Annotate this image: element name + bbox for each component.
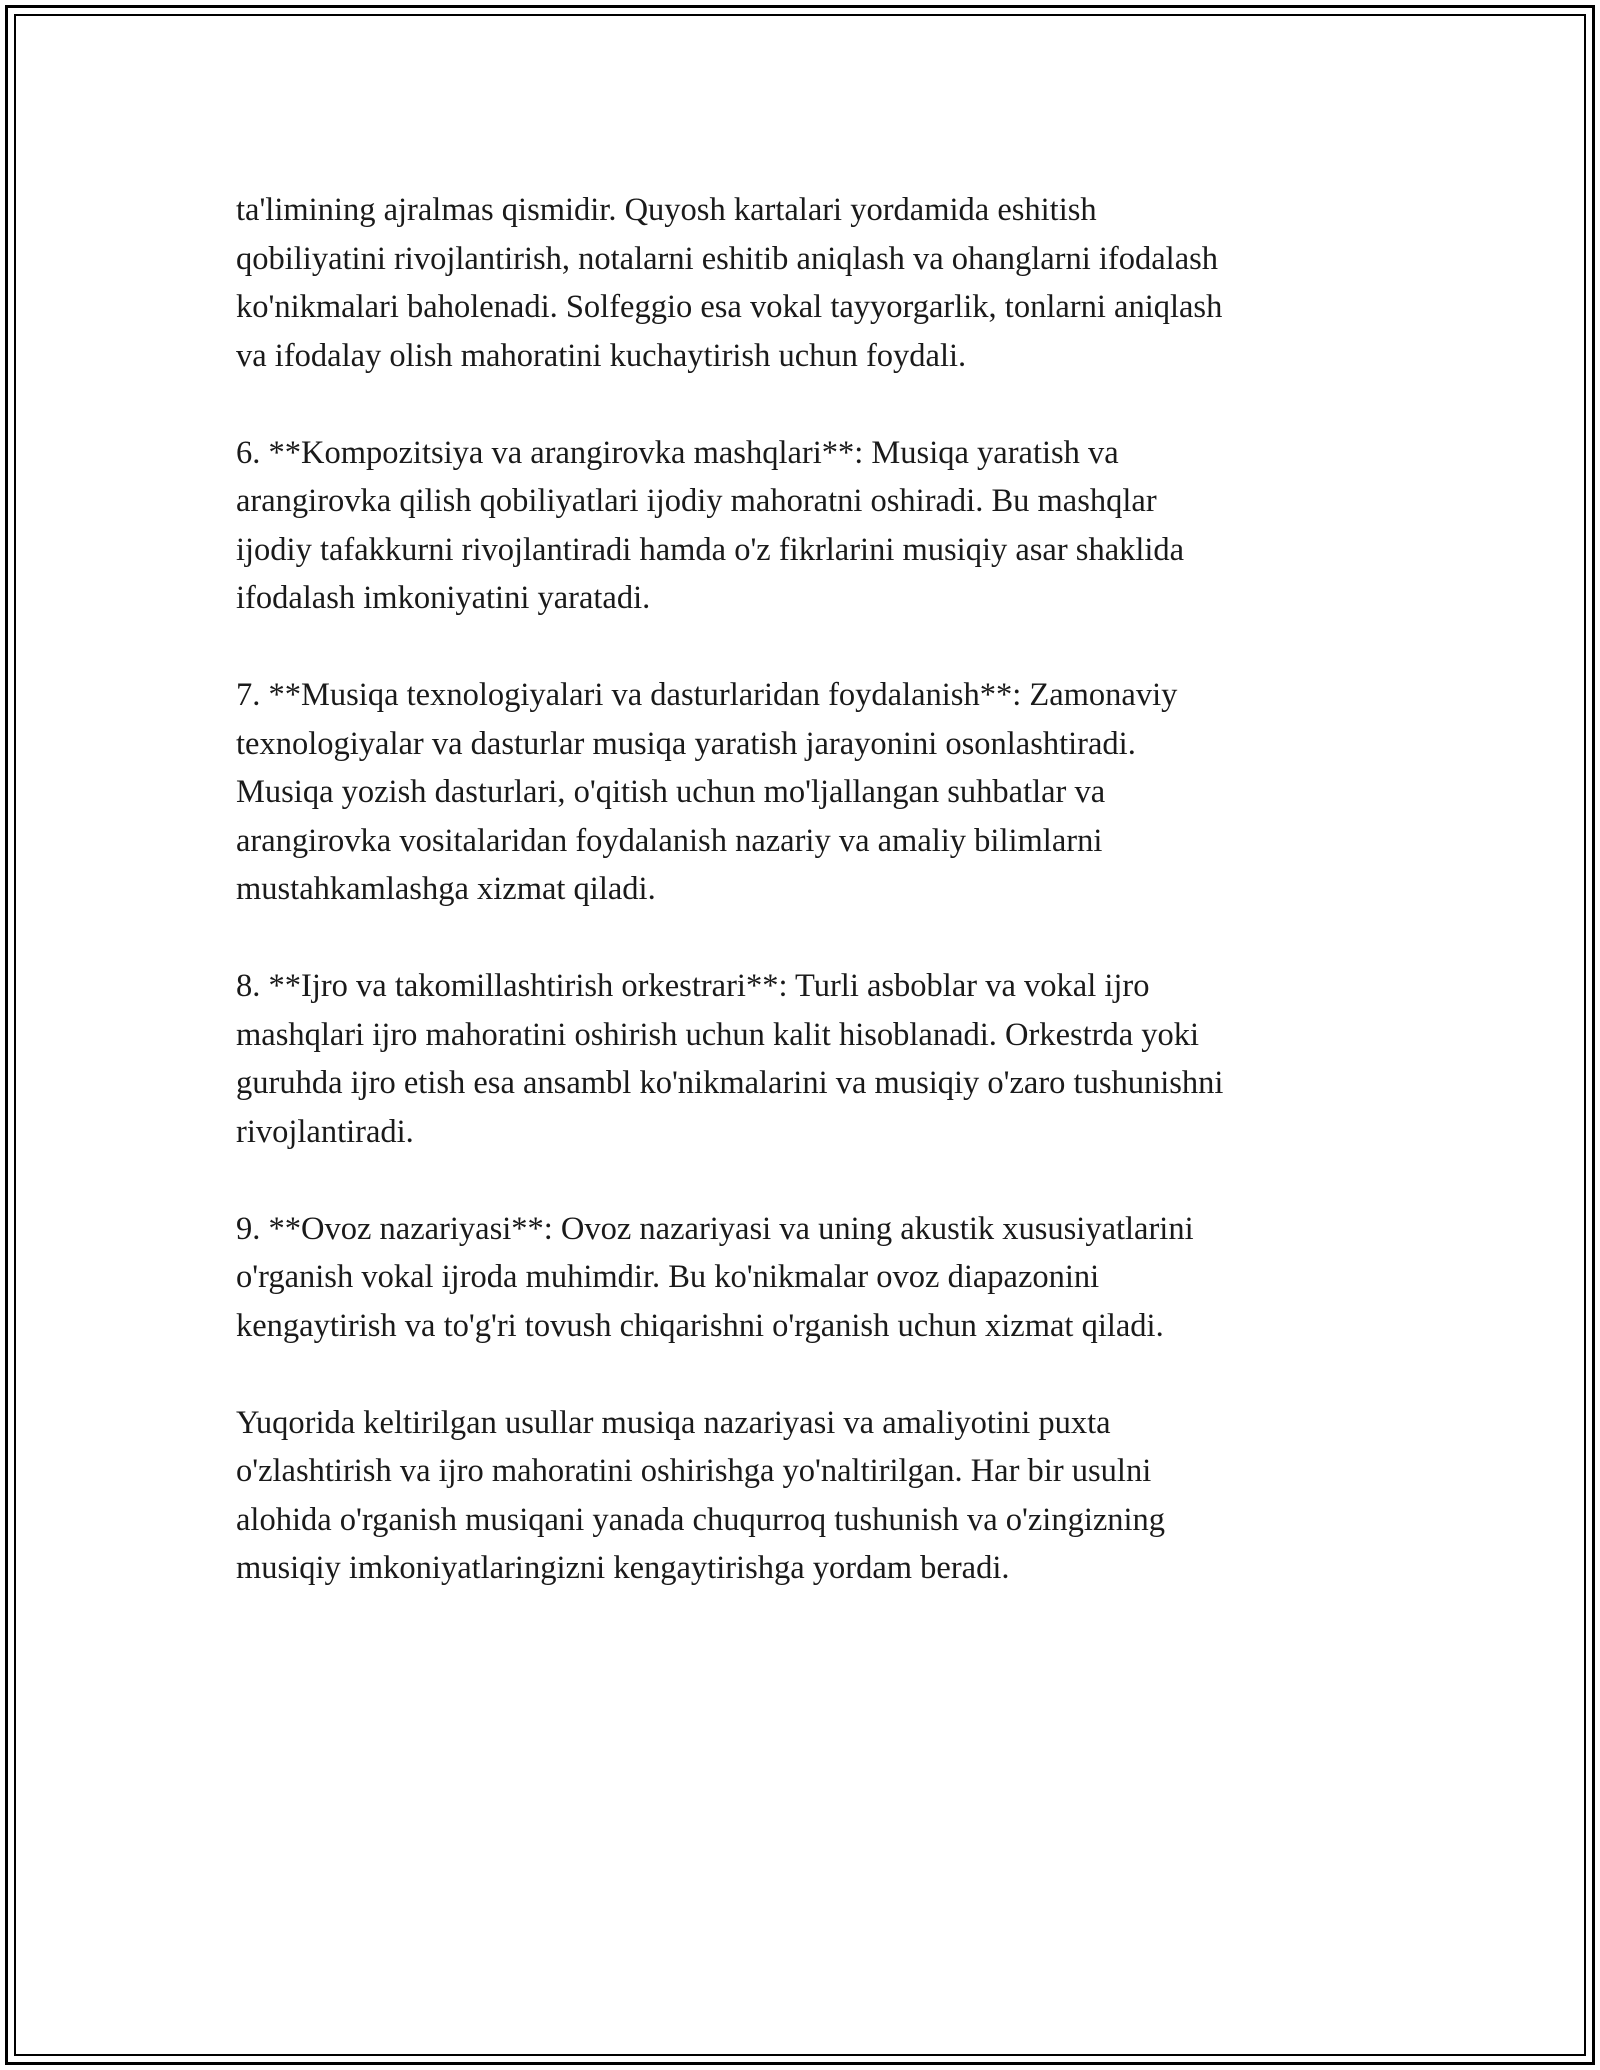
paragraph-item-9: 9. **Ovoz nazariyasi**: Ovoz nazariyasi va uning akustik xususiyatlarini o'rganish vokal ijroda muhimdir. Bu ko'nikmalar ovoz diapazonini kengaytirish va to'g'ri tovush chiqarishni o'rganish uchun xizmat qiladi. bbox=[236, 1210, 1194, 1344]
paragraph-continuation: ta'limining ajralmas qismidir. Quyosh kartalari yordamida eshitish qobiliyatini rivojlantirish, notalarni eshitib aniqlash va ohanglarni ifodalash ko'nikmalari baholenadi. Solfeggio esa vokal tayyorgarlik, tonlarni aniqlash va ifodalay olish mahoratini kuchaytirish uchun foydali. bbox=[236, 192, 1223, 374]
paragraph-item-8: 8. **Ijro va takomillashtirish orkestrari**: Turli asboblar va vokal ijro mashqlari ijro mahoratini oshirish uchun kalit hisoblanadi. Orkestrda yoki guruhda ijro etish esa ansambl ko'nikmalarini va musiqiy o'zaro tushunishni rivojlantiradi. bbox=[236, 968, 1224, 1150]
document-body bbox=[236, 186, 1376, 1641]
paragraph-item-6: 6. **Kompozitsiya va arangirovka mashqlari**: Musiqa yaratish va arangirovka qilish qobiliyatlari ijodiy mahoratni oshiradi. Bu mashqlar ijodiy tafakkurni rivojlantiradi hamda o'z fikrlarini musiqiy asar shaklida ifodalash imkoniyatini yaratadi. bbox=[236, 434, 1185, 616]
paragraph-conclusion: Yuqorida keltirilgan usullar musiqa nazariyasi va amaliyotini puxta o'zlashtirish va ijro mahoratini oshirishga yo'naltirilgan. Har bir usulni alohida o'rganish musiqani yanada chuqurroq tushunish va o'zingizning musiqiy imkoniyatlaringizni kengaytirishga yordam beradi. bbox=[236, 1404, 1166, 1586]
paragraph-item-7: 7. **Musiqa texnologiyalari va dasturlaridan foydalanish**: Zamonaviy texnologiyalar va dasturlar musiqa yaratish jarayonini osonlashtiradi. Musiqa yozish dasturlari, o'qitish uchun mo'ljallangan suhbatlar va arangirovka vositalaridan foydalanish nazariy va amaliy bilimlarni mustahkamlashga xizmat qiladi. bbox=[236, 677, 1178, 907]
